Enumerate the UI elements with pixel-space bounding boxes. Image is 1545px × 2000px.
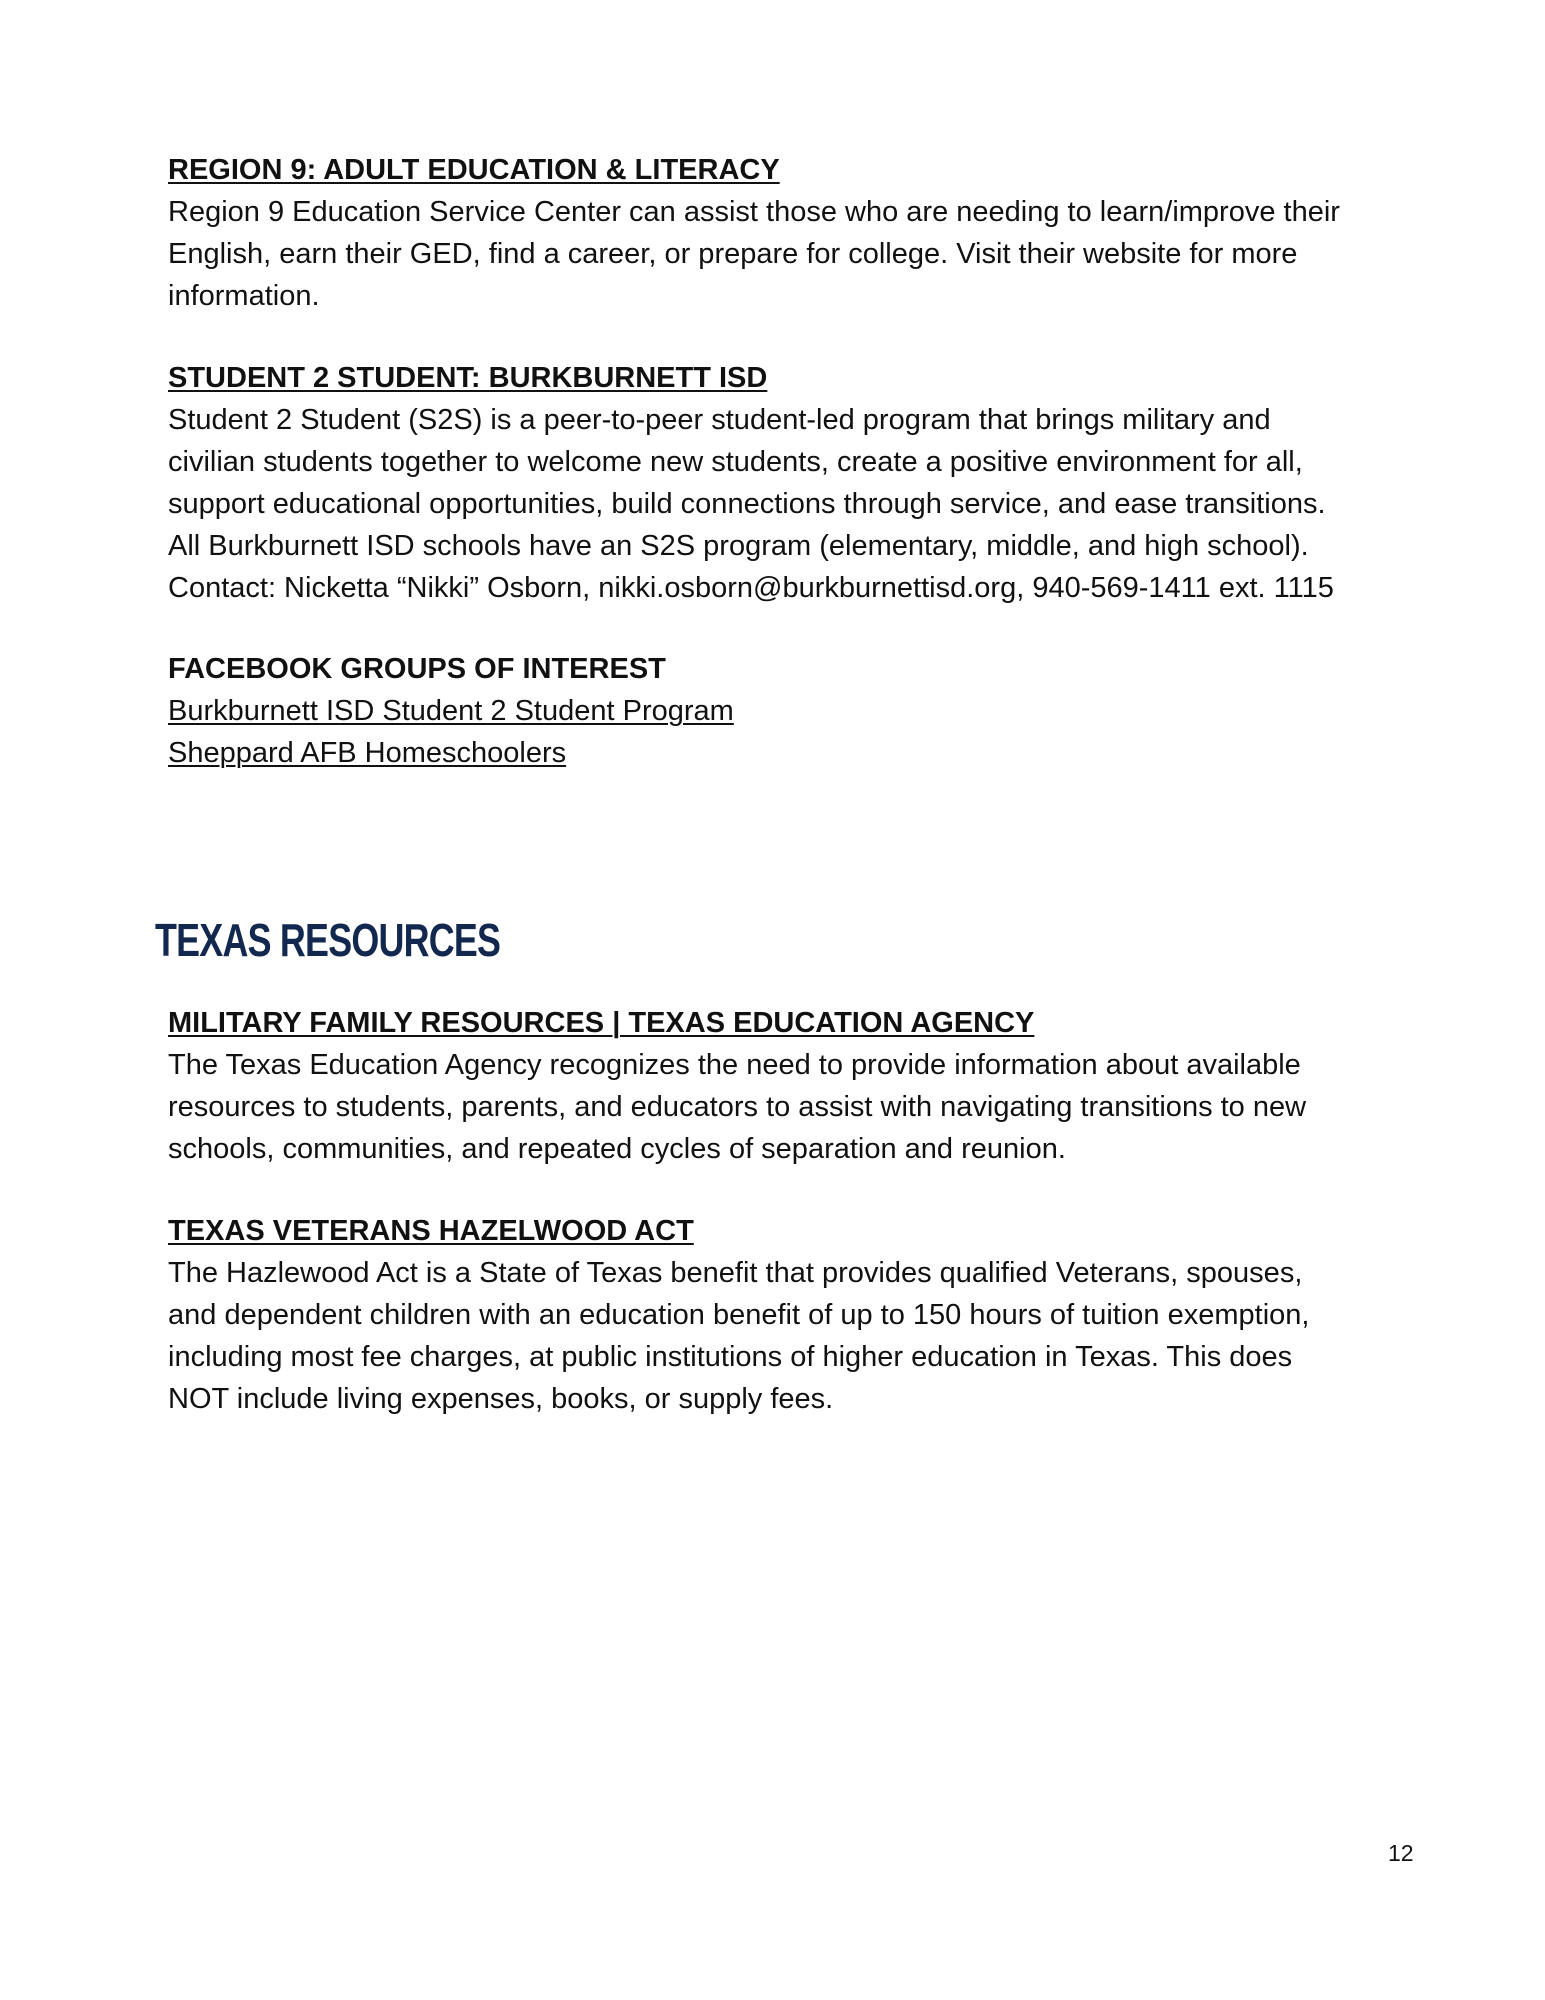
s2s-line-4: All Burkburnett ISD schools have an S2S program (elementary, middle, and high school). — [168, 530, 1309, 562]
region9-section — [168, 149, 1408, 317]
tea-line-3: schools, communities, and repeated cycles of separation and reunion. — [168, 1133, 1066, 1165]
hazelwood-line-2: and dependent children with an education benefit of up to 150 hours of tuition exemption, — [168, 1299, 1310, 1331]
s2s-line-5: Contact: Nicketta “Nikki” Osborn, nikki.osborn@burkburnettisd.org, 940-569-1411 ext. 1115 — [168, 572, 1334, 604]
hazelwood-heading-link[interactable]: TEXAS VETERANS HAZELWOOD ACT — [168, 1215, 694, 1247]
region9-description — [168, 191, 1408, 317]
s2s-section — [168, 357, 1408, 609]
region9-line-3: information. — [168, 280, 320, 312]
hazelwood-section — [168, 1210, 1408, 1420]
texas-resources-title: TEXAS RESOURCES — [155, 914, 501, 966]
tea-heading-link[interactable]: MILITARY FAMILY RESOURCES | TEXAS EDUCATION AGENCY — [168, 1007, 1035, 1039]
s2s-line-1: Student 2 Student (S2S) is a peer-to-peer student-led program that brings military and — [168, 404, 1271, 436]
s2s-line-2: civilian students together to welcome new students, create a positive environment for all, — [168, 446, 1303, 478]
facebook-section — [168, 648, 1408, 774]
tea-section — [168, 1002, 1408, 1170]
hazelwood-line-4: NOT include living expenses, books, or supply fees. — [168, 1383, 834, 1415]
hazelwood-line-1: The Hazlewood Act is a State of Texas benefit that provides qualified Veterans, spouses, — [168, 1257, 1303, 1289]
s2s-heading-link[interactable]: STUDENT 2 STUDENT: BURKBURNETT ISD — [168, 362, 768, 394]
s2s-line-3: support educational opportunities, build connections through service, and ease transitions. — [168, 488, 1326, 520]
tea-line-1: The Texas Education Agency recognizes the need to provide information about available — [168, 1049, 1301, 1081]
s2s-description — [168, 399, 1408, 609]
facebook-link-homeschoolers[interactable]: Sheppard AFB Homeschoolers — [168, 737, 567, 769]
hazelwood-line-3: including most fee charges, at public institutions of higher education in Texas. This does — [168, 1341, 1293, 1373]
facebook-link-s2s[interactable]: Burkburnett ISD Student 2 Student Program — [168, 695, 734, 727]
region9-line-2: English, earn their GED, find a career, or prepare for college. Visit their website for more — [168, 238, 1298, 270]
tea-line-2: resources to students, parents, and educators to assist with navigating transitions to new — [168, 1091, 1307, 1123]
region9-heading-link[interactable]: REGION 9: ADULT EDUCATION & LITERACY — [168, 154, 780, 186]
tea-description — [168, 1044, 1408, 1170]
page-number: 12 — [1388, 1840, 1414, 1866]
region9-line-1: Region 9 Education Service Center can assist those who are needing to learn/improve their — [168, 196, 1340, 228]
facebook-heading: FACEBOOK GROUPS OF INTEREST — [168, 653, 666, 685]
hazelwood-description — [168, 1252, 1408, 1420]
